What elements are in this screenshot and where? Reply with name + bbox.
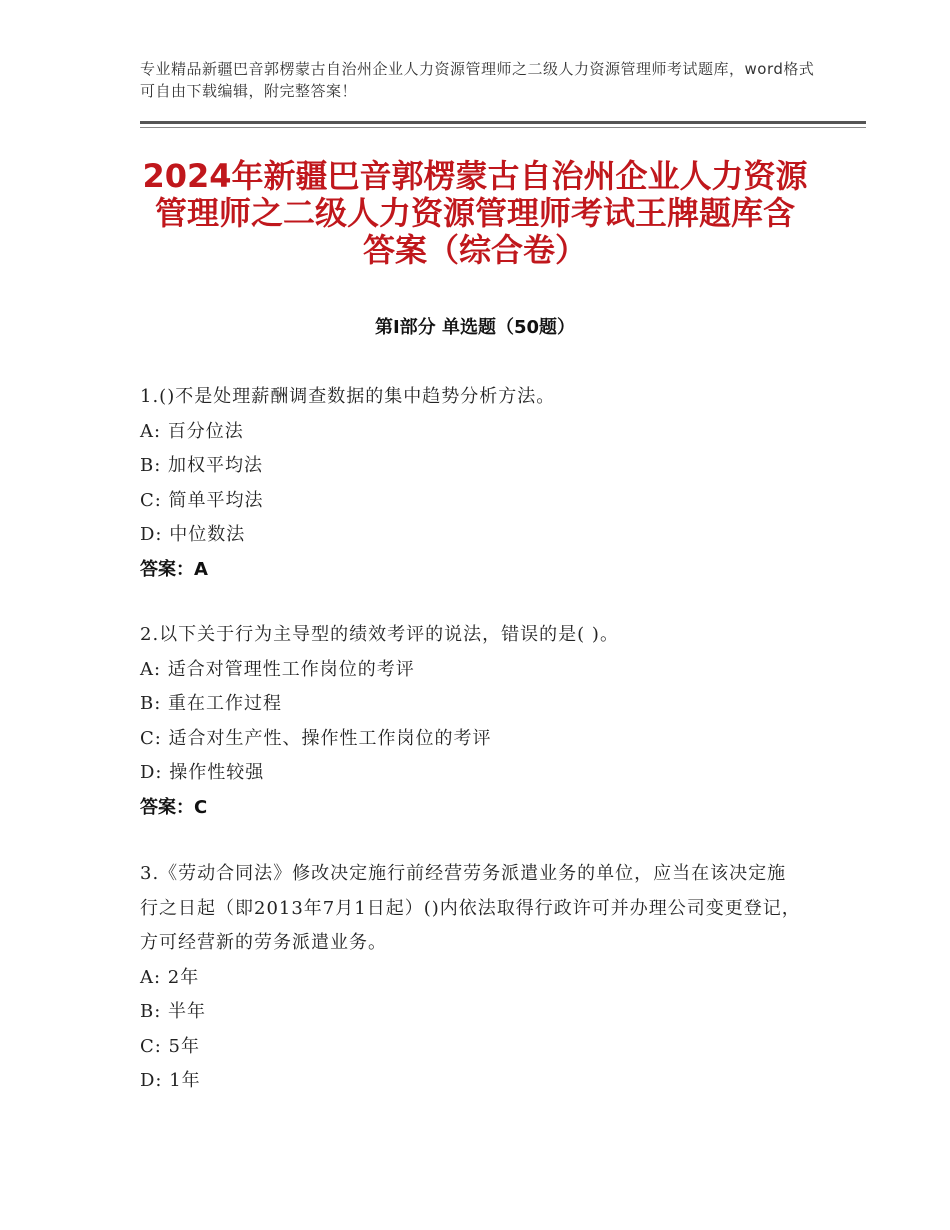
option-b: B: 半年 [140, 1001, 207, 1022]
option-c: C: 5年 [140, 1035, 201, 1057]
question-text: 1.()不是处理薪酬调查数据的集中趋势分析方法。 [140, 386, 556, 407]
header-rule-thick [140, 121, 866, 124]
option-a: A: 2年 [140, 966, 200, 988]
option-c: C: 简单平均法 [140, 489, 264, 511]
header-rule-thin [140, 127, 866, 128]
option-d: D: 中位数法 [140, 524, 246, 545]
option-d: D: 1年 [140, 1070, 201, 1091]
question-1 [140, 380, 805, 587]
answer-key: 答案：C [140, 796, 208, 818]
option-a: A: 适合对管理性工作岗位的考评 [140, 658, 415, 680]
question-text: 2.以下关于行为主导型的绩效考评的说法，错误的是( )。 [140, 624, 619, 645]
question-text: 3.《劳动合同法》修改决定施行前经营劳务派遣业务的单位，应当在该决定施行之日起（即2013年7月1日起）()内依法取得行政许可并办理公司变更登记，方可经营新的劳务派遣业务。 [140, 863, 801, 953]
section-title: 第Ⅰ部分 单选题（50题） [374, 317, 575, 338]
option-b: B: 重在工作过程 [140, 693, 283, 714]
answer-key: 答案：A [140, 558, 208, 580]
question-3 [140, 857, 805, 1099]
option-a: A: 百分位法 [140, 420, 244, 442]
question-2 [140, 618, 805, 825]
option-b: B: 加权平均法 [140, 455, 264, 476]
header-note: 专业精品新疆巴音郭楞蒙古自治州企业人力资源管理师之二级人力资源管理师考试题库，word格式可自由下载编辑，附完整答案！ [140, 60, 815, 100]
option-d: D: 操作性较强 [140, 762, 265, 783]
option-c: C: 适合对生产性、操作性工作岗位的考评 [140, 727, 492, 749]
document-title: 2024年新疆巴音郭楞蒙古自治州企业人力资源管理师之二级人力资源管理师考试王牌题库含答案（综合卷） [142, 157, 808, 269]
